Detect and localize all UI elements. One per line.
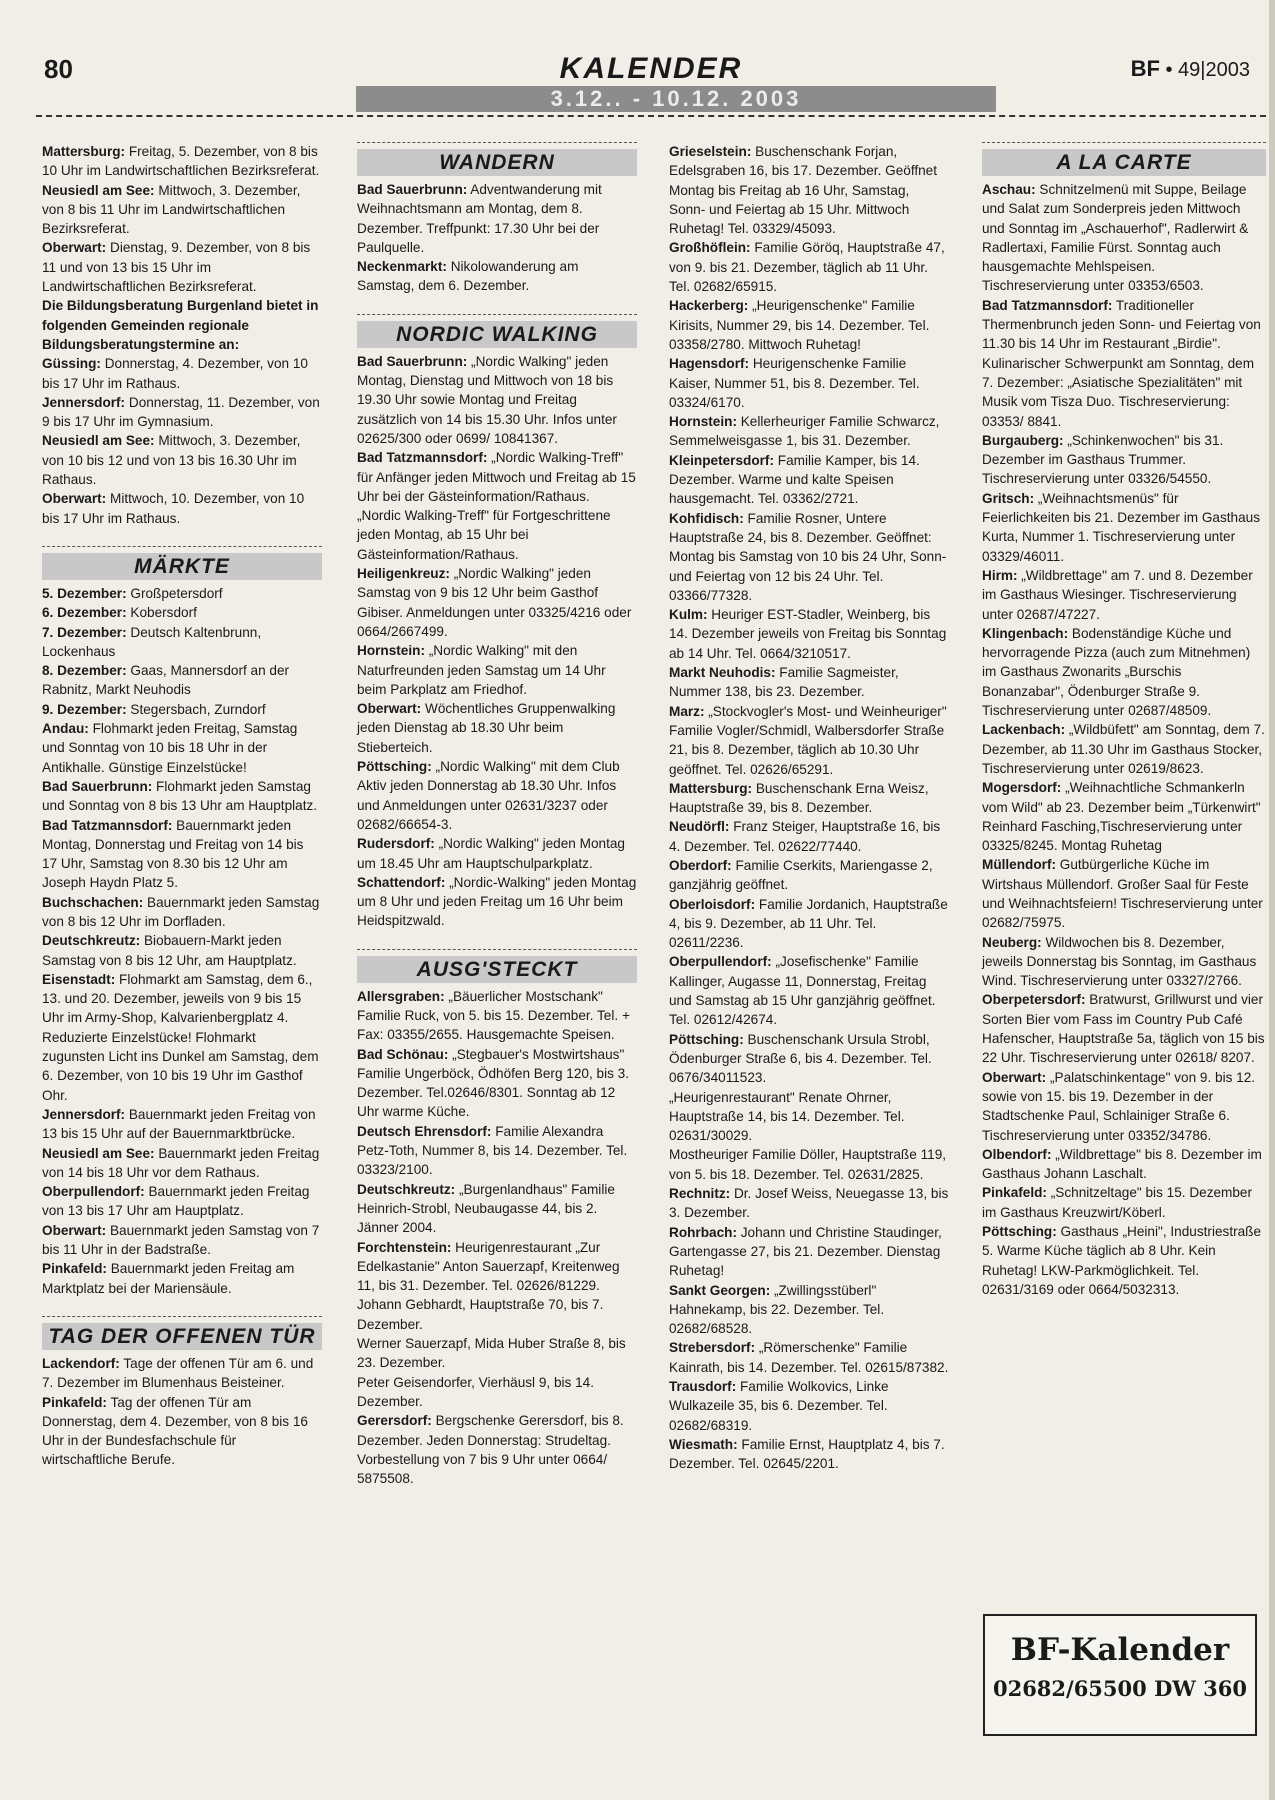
entry-location: Markt Neuhodis:: [669, 665, 776, 681]
section-heading-text: TAG DER OFFENEN TÜR: [42, 1323, 322, 1350]
page-number: 80: [44, 54, 73, 84]
entry-location: Strebersdorf:: [669, 1340, 756, 1356]
entry-location: Oberpullendorf:: [42, 1184, 145, 1200]
entry-text: Heurigenrestaurant „Zur Edelkastanie" Anton Sauerzapf, Kreitenweg 11, bis 31. Dezember. Tel. 02626/81229.: [357, 1239, 620, 1294]
entry-text: Werner Sauerzapf, Mida Huber Straße 8, bis 23. Dezember.: [357, 1336, 626, 1371]
entry-text: Mittwoch, 3. Dezember, von 8 bis 11 Uhr im Landwirtschaftlichen Bezirksreferat.: [42, 182, 301, 237]
entry-text: Kobersdorf: [126, 605, 197, 621]
calendar-entry: [357, 834, 637, 873]
column-1: [42, 142, 322, 1470]
entry-text: Heurigenschenke Familie Kaiser, Nummer 51, bis 8. Dezember. Tel. 03324/6170.: [669, 356, 920, 410]
entry-text: Stegersbach, Zurndorf: [126, 701, 266, 717]
entry-location: Bad Tatzmannsdorf:: [42, 817, 173, 833]
entry-location: Gritsch:: [982, 490, 1035, 506]
entry-text: „Wildbrettage" bis 8. Dezember im Gasthaus Johann Laschalt.: [982, 1146, 1262, 1182]
calendar-entry: [357, 641, 637, 699]
entry-text: „Wildbüfett" am Sonntag, dem 7. Dezember, ab 11.30 Uhr im Gasthaus Stocker, Tischreservierung unter 02619/8623.: [982, 722, 1265, 776]
entry-location: Kulm:: [669, 607, 708, 623]
entry-location: Bad Sauerbrunn:: [357, 353, 468, 369]
header-divider: [36, 115, 1266, 117]
entry-text: Bauernmarkt jeden Montag, Donnerstag und Freitag von 14 bis 17 Uhr, Samstag von 8.30 bis 12 Uhr am Joseph Haydn Platz 5.: [42, 817, 304, 891]
entry-text: Flohmarkt am Samstag, dem 6., 13. und 20. Dezember, jeweils von 9 bis 15 Uhr im Army-Shop, Kalvarienbergplatz 4. Reduzierte Einzelstücke! Flohmarkt zugunsten Licht ins Dunkel am Samstag, dem 6. Dezember, von 10 bis 19 Uhr im Gasthof Ohr.: [42, 971, 319, 1103]
entry-location: Gerersdorf:: [357, 1413, 432, 1429]
calendar-entry: [42, 238, 322, 296]
entry-text: Dr. Josef Weiss, Neuegasse 13, bis 3. Dezember.: [669, 1186, 949, 1221]
entry-text: Franz Steiger, Hauptstraße 16, bis 4. Dezember. Tel. 02622/77440.: [669, 819, 941, 854]
entry-text: Mittwoch, 10. Dezember, von 10 bis 17 Uhr im Rathaus.: [42, 491, 305, 526]
entry-location: Schattendorf:: [357, 874, 446, 890]
section-heading: [357, 949, 637, 983]
entry-location: Grieselstein:: [669, 144, 752, 159]
entry-text: „Bäuerlicher Mostschank" Familie Ruck, von 5. bis 15. Dezember. Tel. + Fax: 03355/2655. Hausgemachte Speisen.: [357, 988, 630, 1043]
entry-location: Bad Sauerbrunn:: [42, 778, 153, 794]
entry-text: Freitag, 5. Dezember, von 8 bis 10 Uhr im Landwirtschaftlichen Bezirksreferat.: [42, 144, 320, 179]
entry-text: Familie Jordanich, Hauptstraße 4, bis 9. Dezember, ab 11 Uhr. Tel. 02611/2236.: [669, 896, 948, 951]
entry-text: Heuriger EST-Stadler, Weinberg, bis 14. Dezember jeweils von Freitag bis Sonntag ab 14 Uhr. Tel. 0664/3210517.: [669, 607, 947, 661]
entry-text: „Schnitzeltage" bis 15. Dezember im Gasthaus Kreuzwirt/Köberl.: [982, 1185, 1253, 1220]
calendar-entry: [42, 777, 322, 816]
entry-location: Eisenstadt:: [42, 971, 116, 987]
calendar-entry: [42, 489, 322, 528]
calendar-entry: [357, 757, 637, 834]
entry-text: Traditioneller Thermenbrunch jeden Sonn- und Feiertag von 11.30 bis 14 Uhr im Restaurant „Birdie". Kulinarischer Schwerpunkt am Sonntag, dem 7. Dezember: „Asiatische Spezialitäten" mit Musik vom Tisza Duo. Tischreservierung: 03353/ 8841.: [982, 297, 1261, 429]
entry-location: Oberwart:: [982, 1069, 1047, 1085]
calendar-entry: [42, 970, 322, 1105]
entry-location: Mattersburg:: [669, 780, 753, 796]
entry-text: Familie Göröq, Hauptstraße 47, von 9. bis 21. Dezember, täglich ab 11 Uhr. Tel. 02682/65915.: [669, 240, 945, 295]
entry-text: „Römerschenke" Familie Kainrath, bis 14. Dezember. Tel. 02615/87382.: [669, 1340, 949, 1375]
calendar-entry: [42, 1105, 322, 1144]
calendar-entry: [669, 296, 949, 354]
calendar-entry: [669, 412, 949, 451]
entry-location: Oberloisdorf:: [669, 896, 756, 912]
entry-text: Bodenständige Küche und hervorragende Pizza (auch zum Mitnehmen) im Gasthaus Zwonarits „Burschis Bonanzabar", Ödenburger Straße 9. Tischreservierung unter 02687/48509.: [982, 625, 1251, 719]
calendar-entry: [42, 431, 322, 489]
entry-location: Pöttsching:: [357, 759, 432, 775]
calendar-entry: [669, 1088, 949, 1146]
calendar-entry: [357, 352, 637, 448]
calendar-entry: [669, 856, 949, 895]
calendar-entry: [669, 605, 949, 663]
entry-text: Familie Ernst, Hauptplatz 4, bis 7. Dezember. Tel. 02645/2201.: [669, 1436, 945, 1472]
calendar-entry: [42, 1182, 322, 1221]
date-range: 3.12.. - 10.12. 2003: [550, 86, 802, 111]
entry-location: Hackerberg:: [669, 298, 749, 314]
calendar-entry: [357, 448, 637, 506]
calendar-entry: [357, 1122, 637, 1180]
calendar-entry: [982, 431, 1266, 489]
entry-text: Familie Kamper, bis 14. Dezember. Warme und kalte Speisen hausgemacht. Tel. 03362/2721.: [669, 452, 920, 507]
column-3: [669, 142, 949, 1473]
bf-kalender-ad: [983, 1614, 1257, 1736]
entry-text: Deutsch Kaltenbrunn, Lockenhaus: [42, 624, 262, 659]
entry-text: Peter Geisendorfer, Vierhäusl 9, bis 14. Dezember.: [357, 1374, 595, 1409]
entry-location: Marz:: [669, 703, 705, 719]
entry-text: Flohmarkt jeden Freitag, Samstag und Sonntag von 10 bis 18 Uhr in der Antikhalle. Günstige Einzelstücke!: [42, 721, 298, 775]
entry-location: Oberpullendorf:: [669, 954, 772, 970]
entry-location: Neuberg:: [982, 934, 1042, 950]
entry-text: Wildwochen bis 8. Dezember, jeweils Donnerstag bis Sonntag, im Gasthaus Wind. Tischreservierung unter 03327/2766.: [982, 934, 1257, 989]
entry-text: Gutbürgerliche Küche im Wirtshaus Müllendorf. Großer Saal für Feste und Weihnachtsfeiern! Tischreservierung unter 02682/75975.: [982, 857, 1263, 931]
calendar-entry: [982, 1068, 1266, 1145]
entry-location: 5. Dezember:: [42, 585, 127, 601]
entry-text: „Nordic Walking" mit dem Club Aktiv jeden Donnerstag ab 18.30 Uhr. Infos und Anmeldungen unter 02631/3237 oder 02682/66654-3.: [357, 759, 620, 832]
entry-location: Pinkafeld:: [982, 1185, 1047, 1201]
entry-location: 7. Dezember:: [42, 624, 127, 640]
entry-location: Allersgraben:: [357, 988, 445, 1004]
entry-location: Oberwart:: [42, 240, 107, 256]
calendar-entry: [42, 931, 322, 970]
calendar-entry: [42, 1221, 322, 1260]
entry-text: Wöchentliches Gruppenwalking jeden Dienstag ab 18.30 Uhr beim Stieberteich.: [357, 701, 616, 755]
calendar-entry: [669, 1030, 949, 1088]
entry-text: Mostheuriger Familie Döller, Hauptstraße 119, von 5. bis 18. Dezember. Tel. 02631/2825.: [669, 1147, 947, 1182]
entry-location: Pöttsching:: [669, 1031, 744, 1047]
entry-location: Wiesmath:: [669, 1436, 738, 1452]
calendar-entry: [669, 817, 949, 856]
entry-location: Kleinpetersdorf:: [669, 452, 774, 468]
calendar-entry: [42, 700, 322, 719]
entry-location: Lackendorf:: [42, 1355, 120, 1371]
entry-location: Jennersdorf:: [42, 1106, 126, 1122]
section-title: KALENDER: [559, 52, 743, 85]
calendar-entry: [42, 1354, 322, 1393]
calendar-entry: [669, 1281, 949, 1339]
entry-location: Müllendorf:: [982, 857, 1056, 873]
calendar-entry: [669, 952, 949, 1029]
entry-location: Lackenbach:: [982, 722, 1066, 738]
entry-location: Forchtenstein:: [357, 1239, 452, 1255]
calendar-entry: [982, 1145, 1266, 1184]
calendar-entry: [982, 489, 1266, 566]
entry-location: Buchschachen:: [42, 894, 144, 910]
calendar-entry: [42, 603, 322, 622]
section-heading-text: WANDERN: [357, 149, 637, 176]
issue-number: • 49|2003: [1165, 59, 1250, 81]
calendar-entry: [42, 661, 322, 700]
entry-location: Rudersdorf:: [357, 836, 435, 852]
section-heading-text: A LA CARTE: [982, 149, 1266, 176]
entry-location: Rohrbach:: [669, 1224, 737, 1240]
entry-location: Neusiedl am See:: [42, 182, 155, 198]
calendar-entry: [982, 855, 1266, 932]
page-header: [36, 54, 1266, 114]
entry-text: „Nordic-Walking" jeden Montag um 8 Uhr und jeden Freitag um 16 Uhr beim Heidspitzwald.: [357, 874, 637, 929]
calendar-entry: [357, 1180, 637, 1238]
entry-text: „Palatschinkentage" von 9. bis 12. sowie von 15. bis 19. Dezember in der Stadtschenke Paul, Schlainiger Straße 6. Tischreservierung unter 03352/34786.: [982, 1069, 1256, 1143]
column-2: [357, 142, 637, 1488]
entry-text: Gaas, Mannersdorf an der Rabnitz, Markt Neuhodis: [42, 663, 290, 698]
entry-location: Neckenmarkt:: [357, 259, 447, 275]
entry-text: „Josefischenke" Familie Kallinger, Augasse 11, Donnerstag, Freitag und Samstag ab 15 Uhr ganzjährig geöffnet. Tel. 02612/42674.: [669, 954, 936, 1028]
entry-location: Aschau:: [982, 182, 1036, 197]
calendar-entry: [42, 142, 322, 181]
entry-location: Andau:: [42, 721, 89, 737]
calendar-entry: [357, 1045, 637, 1122]
calendar-entry: [357, 699, 637, 757]
calendar-entry: [42, 719, 322, 777]
calendar-entry: [669, 1145, 949, 1184]
entry-text: Bauernmarkt jeden Freitag von 14 bis 18 Uhr vor dem Rathaus.: [42, 1145, 320, 1180]
entry-location: Hornstein:: [669, 414, 737, 430]
calendar-entry: [669, 702, 949, 779]
calendar-entry: [669, 238, 949, 296]
section-heading-text: NORDIC WALKING: [357, 321, 637, 348]
calendar-entry: [357, 987, 637, 1045]
entry-text: Donnerstag, 4. Dezember, von 10 bis 17 Uhr im Rathaus.: [42, 356, 308, 391]
entry-text: Johann Gebhardt, Hauptstraße 70, bis 7. Dezember.: [357, 1297, 604, 1332]
entry-text: Dienstag, 9. Dezember, von 8 bis 11 und von 13 bis 15 Uhr im Landwirtschaftlichen Bezirksreferat.: [42, 240, 311, 295]
entry-location: Klingenbach:: [982, 625, 1069, 641]
entry-text: „Nordic Walking" mit den Naturfreunden jeden Samstag um 14 Uhr beim Parkplatz am Friedhof.: [357, 643, 606, 697]
entry-text: Tage der offenen Tür am 6. und 7. Dezember im Blumenhaus Beisteiner.: [42, 1355, 314, 1391]
calendar-entry: [42, 893, 322, 932]
calendar-entry: [982, 720, 1266, 778]
calendar-entry: [357, 1334, 637, 1373]
calendar-entry: [42, 1144, 322, 1183]
calendar-entry: [669, 1184, 949, 1223]
calendar-entry: [357, 180, 637, 257]
entry-text: Familie Wolkovics, Linke Wulkazeile 35, bis 6. Dezember. Tel. 02682/68319.: [669, 1379, 889, 1433]
ad-title: BF-Kalender: [1010, 1632, 1230, 1668]
entry-location: Kohfidisch:: [669, 510, 744, 526]
entry-location: Oberwart:: [42, 491, 107, 507]
entry-location: Oberwart:: [357, 701, 422, 717]
entry-location: Pöttsching:: [982, 1224, 1057, 1240]
entry-location: Hornstein:: [357, 643, 425, 659]
calendar-entry: [357, 1411, 637, 1488]
entry-text: „Stegbauer's Mostwirtshaus" Familie Ungerböck, Ödhöfen Berg 120, bis 3. Dezember. Tel.02646/8301. Sonntag ab 12 Uhr warme Küche.: [357, 1046, 630, 1120]
entry-text: Bauernmarkt jeden Freitag von 13 bis 15 Uhr auf der Bauernmarktbrücke.: [42, 1106, 316, 1142]
calendar-entry: [982, 990, 1266, 1067]
entry-text: „Wildbrettage" am 7. und 8. Dezember im Gasthaus Wiesinger. Tischreservierung unter 02687/47227.: [982, 567, 1253, 622]
entry-text: Johann und Christine Staudinger, Gartengasse 27, bis 21. Dezember. Dienstag Ruhetag!: [669, 1224, 942, 1279]
entry-location: Deutsch Ehrensdorf:: [357, 1123, 492, 1139]
calendar-entry: [669, 1223, 949, 1281]
entry-location: Sankt Georgen:: [669, 1282, 771, 1298]
entry-text: Schnitzelmenü mit Suppe, Beilage und Salat zum Sonderpreis jeden Mittwoch und Sonntag im „Aschauerhof", Radlerwirt & Radlertaxi, Familie Fürst. Sonntag auch hausgemachte Mehlspeisen. Tischreservierung unter 03353/6503.: [982, 182, 1249, 294]
entry-text: „Burgenlandhaus" Familie Heinrich-Strobl, Neubaugasse 44, bis 2. Jänner 2004.: [357, 1181, 615, 1236]
entry-location: 9. Dezember:: [42, 701, 127, 717]
calendar-entry: [357, 1295, 637, 1334]
entry-text: „Stockvogler's Most- und Weinheuriger" Familie Vogler/Schmidl, Walbersdorfer Straße 21, bis 8. Dezember, täglich ab 10.30 Uhr geöffnet. Tel. 02626/65291.: [669, 703, 947, 777]
entry-location: Mogersdorf:: [982, 780, 1062, 796]
calendar-entry: [42, 584, 322, 603]
entry-location: Mattersburg:: [42, 144, 126, 159]
entry-location: Heiligenkreuz:: [357, 566, 450, 582]
entry-text: Flohmarkt jeden Samstag und Sonntag von 8 bis 13 Uhr am Hauptplatz.: [42, 778, 318, 814]
ad-phone: 02682/65500 DW 360: [992, 1676, 1248, 1701]
entry-text: Gasthaus „Heini", Industriestraße 5. Warme Küche täglich ab 8 Uhr. Kein Ruhetag! LKW-Parkmöglichkeit. Tel. 02631/3169 oder 0664/5032313.: [982, 1224, 1262, 1297]
calendar-entry: [669, 1377, 949, 1435]
entry-text: Buschenschank Forjan, Edelsgraben 16, bis 17. Dezember. Geöffnet Montag bis Freitag ab 16 Uhr, Samstag, Sonn- und Feiertag ab 15 Uhr. Mittwoch Ruhetag! Tel. 03329/45093.: [669, 144, 938, 237]
entry-location: Pinkafeld:: [42, 1261, 107, 1277]
entry-text: Buschenschank Ursula Strobl, Ödenburger Straße 6, bis 4. Dezember. Tel. 0676/34011523.: [669, 1031, 932, 1086]
entry-location: Großhöflein:: [669, 240, 751, 256]
entry-location: 8. Dezember:: [42, 663, 127, 679]
entry-location: Oberwart:: [42, 1222, 107, 1238]
calendar-entry: [42, 1393, 322, 1470]
entry-text: „Heurigenrestaurant" Renate Ohrner, Hauptstraße 14, bis 14. Dezember. Tel. 02631/30029.: [669, 1089, 905, 1144]
section-heading: [982, 142, 1266, 176]
entry-text: Familie Rosner, Untere Hauptstraße 24, bis 8. Dezember. Geöffnet: Montag bis Samstag von 10 bis 24 Uhr, Sonn- und Feiertag von 12 bis 24 Uhr. Tel. 03366/77328.: [669, 510, 947, 603]
calendar-entry: [982, 933, 1266, 991]
calendar-entry: [669, 354, 949, 412]
calendar-entry: [669, 509, 949, 605]
calendar-entry: [669, 1435, 949, 1474]
calendar-entry: [42, 354, 322, 393]
entry-text: Kellerheuriger Familie Schwarcz, Semmelweisgasse 1, bis 31. Dezember.: [669, 414, 940, 449]
calendar-entry: [982, 180, 1266, 296]
date-range-band: [356, 86, 996, 112]
entry-text: Biobauern-Markt jeden Samstag von 8 bis 12 Uhr, am Hauptplatz.: [42, 933, 297, 968]
calendar-entry: [982, 778, 1266, 855]
entry-text: Mittwoch, 3. Dezember, von 10 bis 12 und von 13 bis 16.30 Uhr im Rathaus.: [42, 433, 301, 488]
entry-text: Großpetersdorf: [126, 585, 223, 601]
entry-location: Oberdorf:: [669, 857, 732, 873]
entry-location: 6. Dezember:: [42, 605, 127, 621]
entry-location: Neusiedl am See:: [42, 1145, 155, 1161]
entry-location: Pinkafeld:: [42, 1394, 107, 1410]
entry-location: Trausdorf:: [669, 1379, 737, 1394]
entry-text: Adventwanderung mit Weihnachtsmann am Montag, dem 8. Dezember. Treffpunkt: 17.30 Uhr bei der Paulquelle.: [357, 182, 602, 255]
section-heading-text: MÄRKTE: [42, 553, 322, 580]
calendar-entry: [982, 624, 1266, 720]
entry-location: Bad Sauerbrunn:: [357, 182, 468, 197]
entry-text: „Nordic Walking" jeden Montag um 18.45 Uhr am Hauptschulparkplatz.: [357, 836, 625, 871]
entry-text: Bauernmarkt jeden Samstag von 7 bis 11 Uhr in der Badstraße.: [42, 1222, 320, 1258]
entry-text: „Nordic Walking" jeden Samstag von 9 bis 12 Uhr beim Gasthof Gibiser. Anmeldungen unter 03325/4216 oder 0664/2667499.: [357, 566, 632, 639]
page-edge: [1269, 0, 1275, 1800]
entry-location: Oberpetersdorf:: [982, 992, 1086, 1008]
section-heading: [357, 142, 637, 176]
entry-text: Familie Alexandra Petz-Toth, Nummer 8, bis 14. Dezember. Tel. 03323/2100.: [357, 1123, 628, 1178]
section-heading: [357, 314, 637, 348]
entry-text: Familie Cserkits, Mariengasse 2, ganzjährig geöffnet.: [669, 857, 933, 893]
entry-text: Bauernmarkt jeden Samstag von 8 bis 12 Uhr im Dorfladen.: [42, 894, 320, 929]
entry-text: „Nordic Walking-Treff" für Anfänger jeden Mittwoch und Freitag ab 15 Uhr bei der Gästeinformation/Rathaus.: [357, 450, 636, 504]
entry-text: „Weihnachtliche Schmankerln vom Wild" ab 23. Dezember beim „Türkenwirt" Reinhard Fasching,Tischreservierung unter 03325/8245. Montag Ruhetag: [982, 780, 1261, 854]
calendar-entry: [42, 393, 322, 432]
entry-text: „Nordic Walking" jeden Montag, Dienstag und Mittwoch von 18 bis 19.30 Uhr sowie Montag und Freitag zusätzlich von 14 bis 15.30 Uhr. Infos unter 02625/300 oder 0699/ 10841367.: [357, 353, 617, 446]
entry-text: Familie Sagmeister, Nummer 138, bis 23. Dezember.: [669, 665, 899, 700]
magazine-name: BF: [1130, 56, 1160, 81]
section-heading: [42, 546, 322, 580]
entry-location: Hirm:: [982, 567, 1018, 583]
calendar-entry: [357, 564, 637, 641]
calendar-entry: [357, 257, 637, 296]
entry-text: Bergschenke Gerersdorf, bis 8. Dezember. Jeden Donnerstag: Strudeltag. Vorbestellung von 7 bis 9 Uhr unter 0664/ 5875508.: [357, 1413, 624, 1487]
entry-text: „Heurigenschenke" Familie Kirisits, Nummer 29, bis 14. Dezember. Tel. 03358/2780. Mittwoch Ruhetag!: [669, 298, 930, 352]
entry-location: Neusiedl am See:: [42, 433, 155, 449]
column-4: [982, 142, 1266, 1299]
entry-location: Bad Schönau:: [357, 1046, 449, 1062]
calendar-entry: [357, 1373, 637, 1412]
entry-text: Bratwurst, Grillwurst und vier Sorten Bier vom Fass im Country Pub Café Hafenscher, Hauptstraße 5a, täglich von 15 bis 22 Uhr. Tischreservierung unter 02618/ 8207.: [982, 992, 1265, 1066]
entry-text: „Schinkenwochen" bis 31. Dezember im Gasthaus Trummer. Tischreservierung unter 03326/54550.: [982, 432, 1224, 487]
calendar-entry: [42, 816, 322, 893]
entry-location: Rechnitz:: [669, 1186, 731, 1202]
entry-location: Burgauberg:: [982, 432, 1064, 448]
entry-location: Deutschkreutz:: [42, 933, 141, 949]
entry-text: Bauernmarkt jeden Freitag von 13 bis 17 Uhr am Hauptplatz.: [42, 1184, 310, 1219]
section-heading: [42, 1316, 322, 1350]
calendar-entry: [42, 623, 322, 662]
calendar-entry: [982, 1222, 1266, 1299]
entry-location: Hagensdorf:: [669, 356, 750, 372]
calendar-entry: [669, 142, 949, 238]
calendar-entry: [42, 296, 322, 354]
entry-text: Nikolowanderung am Samstag, dem 6. Dezember.: [357, 259, 579, 294]
calendar-entry: [42, 181, 322, 239]
calendar-entry: [669, 779, 949, 818]
issue-info: [1131, 56, 1250, 82]
entry-location: Deutschkreutz:: [357, 1181, 456, 1197]
calendar-entry: [669, 1338, 949, 1377]
entry-text: „Zwillingsstüberl" Hahnekamp, bis 22. Dezember. Tel. 02682/68528.: [669, 1282, 885, 1337]
entry-location: Bad Tatzmannsdorf:: [357, 450, 488, 466]
entry-location: Bad Tatzmannsdorf:: [982, 297, 1113, 313]
entry-location: Die Bildungsberatung Burgenland bietet in folgenden Gemeinden regionale Bildungsberatungstermine an:: [42, 298, 319, 352]
calendar-entry: [357, 1238, 637, 1296]
calendar-entry: [357, 873, 637, 931]
calendar-entry: [669, 663, 949, 702]
calendar-entry: [982, 296, 1266, 431]
entry-text: Donnerstag, 11. Dezember, von 9 bis 17 Uhr im Gymnasium.: [42, 394, 320, 430]
calendar-entry: [42, 1259, 322, 1298]
entry-location: Güssing:: [42, 356, 101, 372]
entry-location: Jennersdorf:: [42, 394, 126, 410]
entry-text: Tag der offenen Tür am Donnerstag, dem 4. Dezember, von 8 bis 16 Uhr in der Bundesfachschule für wirtschaftliche Berufe.: [42, 1394, 308, 1468]
entry-text: „Weihnachtsmenüs" für Feierlichkeiten bis 21. Dezember im Gasthaus Kurta, Nummer 1. Tischreservierung unter 03329/46011.: [982, 490, 1261, 564]
entry-location: Neudörfl:: [669, 819, 730, 835]
calendar-entry: [669, 451, 949, 509]
entry-text: „Nordic Walking-Treff" für Fortgeschrittene jeden Montag, ab 15 Uhr bei Gästeinformation/Rathaus.: [357, 508, 611, 562]
entry-text: Buschenschank Erna Weisz, Hauptstraße 39, bis 8. Dezember.: [669, 780, 929, 816]
calendar-entry: [357, 506, 637, 564]
calendar-entry: [982, 1183, 1266, 1222]
entry-location: Olbendorf:: [982, 1146, 1052, 1162]
calendar-entry: [982, 566, 1266, 624]
entry-text: Bauernmarkt jeden Freitag am Marktplatz bei der Mariensäule.: [42, 1261, 295, 1296]
section-heading-text: AUSG'STECKT: [357, 956, 637, 983]
calendar-entry: [669, 895, 949, 953]
